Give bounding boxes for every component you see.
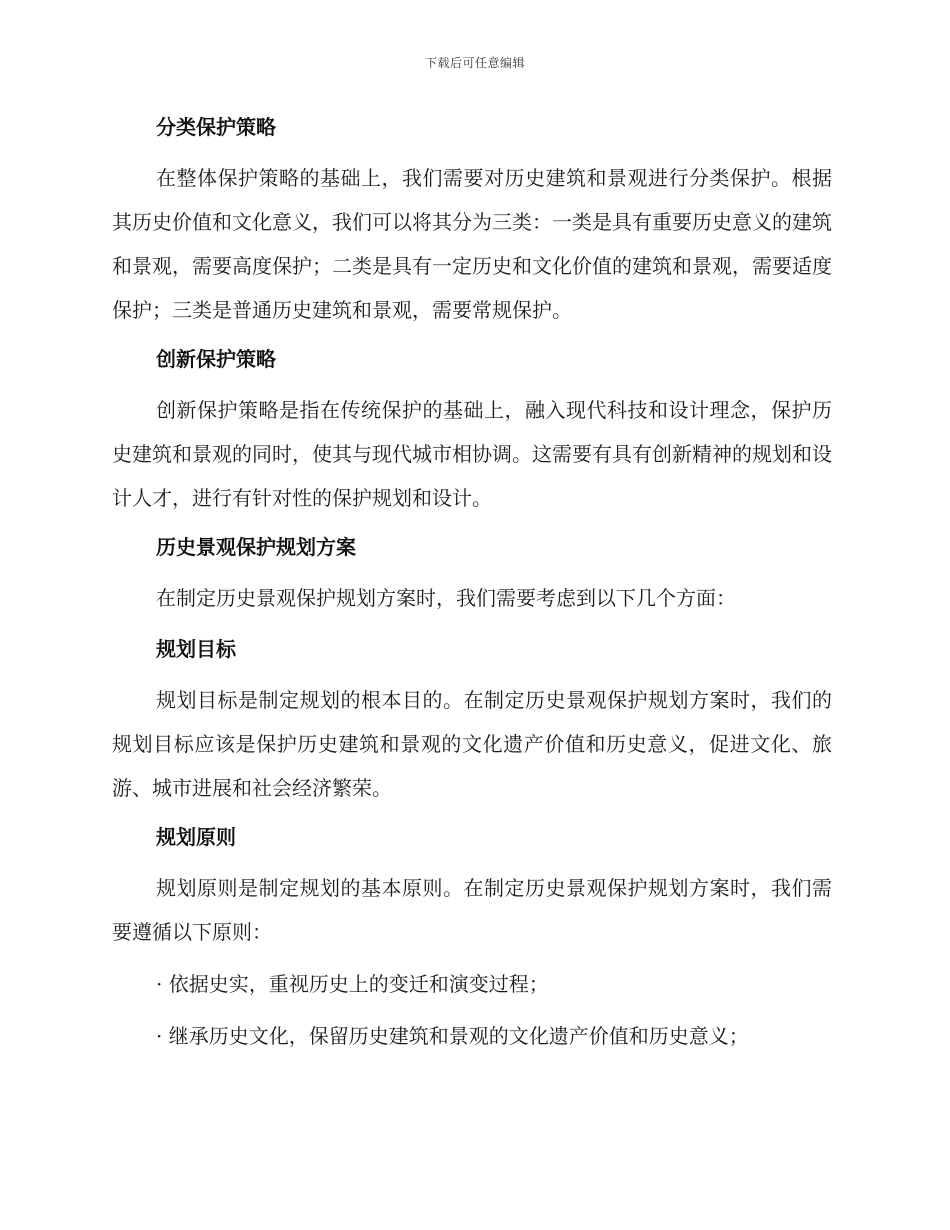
- section-heading-goal: 规划目标: [156, 637, 236, 661]
- page-header-note: 下载后可任意编辑: [424, 56, 525, 70]
- paragraph-innovative: 创新保护策略是指在传统保护的基础上，融入现代科技和设计理念，保护历史建筑和景观的同时，使其与现代城市相协调。这需要有具有创新精神的规划和设计人才，进行有针对性的保护规划和设计。: [112, 398, 832, 510]
- paragraph-classified: 在整体保护策略的基础上，我们需要对历史建筑和景观进行分类保护。根据其历史价值和文化意义，我们可以将其分为三类：一类是具有重要历史意义的建筑和景观，需要高度保护；二类是具有一定历史和文化价值的建筑和景观，需要适度保护；三类是普通历史建筑和景观，需要常规保护。: [112, 166, 832, 322]
- section-heading-classified: 分类保护策略: [156, 115, 276, 139]
- paragraph-goal: 规划目标是制定规划的根本目的。在制定历史景观保护规划方案时，我们的规划目标应该是保护历史建筑和景观的文化遗产价值和历史意义，促进文化、旅游、城市进展和社会经济繁荣。: [112, 688, 832, 800]
- section-heading-principle: 规划原则: [156, 825, 236, 849]
- paragraph-principle: 规划原则是制定规划的基本原则。在制定历史景观保护规划方案时，我们需要遵循以下原则：: [112, 876, 832, 944]
- list-item-principle-1: · 依据史实，重视历史上的变迁和演变过程；: [156, 972, 549, 996]
- document-body: [112, 108, 832, 1066]
- section-heading-innovative: 创新保护策略: [156, 347, 276, 371]
- paragraph-plan: 在制定历史景观保护规划方案时，我们需要考虑到以下几个方面：: [156, 586, 736, 610]
- section-heading-plan: 历史景观保护规划方案: [156, 535, 356, 559]
- list-item-principle-2: · 继承历史文化，保留历史建筑和景观的文化遗产价值和历史意义；: [156, 1024, 749, 1048]
